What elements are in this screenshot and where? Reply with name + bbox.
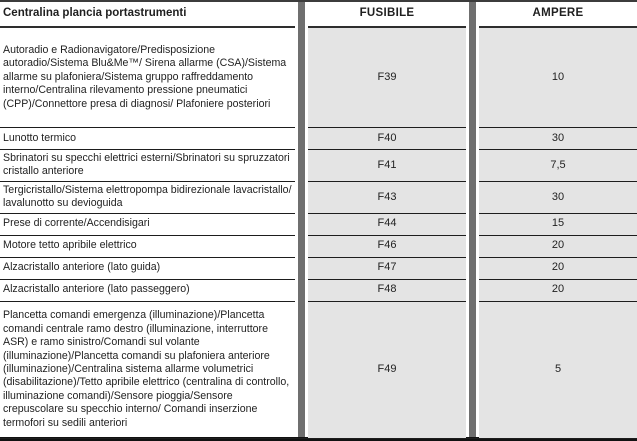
row-description: Tergicristallo/Sistema elettropompa bidirezionale lavacristallo/ lavalunotto su devioguida bbox=[3, 183, 292, 210]
table-row bbox=[0, 128, 637, 150]
header-description: Centralina plancia portastrumenti bbox=[0, 2, 298, 26]
table-row bbox=[0, 258, 637, 280]
row-ampere: 20 bbox=[479, 258, 637, 279]
row-description: Alzacristallo anteriore (lato guida) bbox=[3, 261, 161, 274]
row-description: Sbrinatori su specchi elettrici esterni/Sbrinatori su spruzzatori cristallo anteriore bbox=[3, 152, 290, 178]
row-fuse: F47 bbox=[308, 258, 466, 279]
row-description: Prese di corrente/Accendisigari bbox=[3, 217, 150, 230]
column-separator-bar bbox=[295, 2, 308, 437]
row-fuse: F41 bbox=[308, 150, 466, 181]
table-row bbox=[0, 302, 637, 439]
row-fuse: F49 bbox=[308, 302, 466, 438]
row-description: Plancetta comandi emergenza (illuminazione)/Plancetta comandi centrale ramo destro (illuminazione, interruttore ASR) e ramo sinistro/Comandi sul volante (illuminazione)/Plancetta comandi su plafoniera anteriore (illuminazione)/Centralina sistema allarme volumetrici (disabilitazione)/Tetto apribile elettrico (centralina di controllo, illuminazione comandi)/Sensore pioggia/Sensore crepuscolare su specchio interno/ Comandi inserzione termofori su sedili anteriori bbox=[3, 309, 290, 429]
table-row bbox=[0, 214, 637, 236]
row-ampere: 10 bbox=[479, 28, 637, 127]
header-fusibile: FUSIBILE bbox=[308, 2, 466, 26]
row-ampere: 30 bbox=[479, 128, 637, 149]
row-fuse: F48 bbox=[308, 280, 466, 301]
row-ampere: 7,5 bbox=[479, 150, 637, 181]
row-description: Motore tetto apribile elettrico bbox=[3, 239, 137, 252]
row-fuse: F46 bbox=[308, 236, 466, 257]
row-ampere: 30 bbox=[479, 182, 637, 213]
header-ampere: AMPERE bbox=[479, 2, 637, 26]
row-description: Lunotto termico bbox=[3, 131, 77, 144]
row-fuse: F44 bbox=[308, 214, 466, 235]
row-fuse: F43 bbox=[308, 182, 466, 213]
row-ampere: 5 bbox=[479, 302, 637, 438]
table-row bbox=[0, 236, 637, 258]
row-ampere: 20 bbox=[479, 236, 637, 257]
row-fuse: F40 bbox=[308, 128, 466, 149]
column-separator-bar bbox=[466, 2, 479, 437]
table-row bbox=[0, 182, 637, 214]
row-ampere: 15 bbox=[479, 214, 637, 235]
row-ampere: 20 bbox=[479, 280, 637, 301]
row-fuse: F39 bbox=[308, 28, 466, 127]
row-description: Autoradio e Radionavigatore/Predisposizione autoradio/Sistema Blu&Me™/ Sirena allarme (CSA)/Sistema allarme su plafoniera/Sistema gruppo raffreddamento interno/Centralina rilevamento pressione pneumatici (CPP)/Connettore presa di diagnosi/ Plafoniere posteriori bbox=[3, 43, 287, 110]
table-header-row bbox=[0, 2, 637, 28]
table-row bbox=[0, 28, 637, 128]
table-row bbox=[0, 280, 637, 302]
table-row bbox=[0, 150, 637, 182]
row-description: Alzacristallo anteriore (lato passeggero) bbox=[3, 283, 190, 296]
